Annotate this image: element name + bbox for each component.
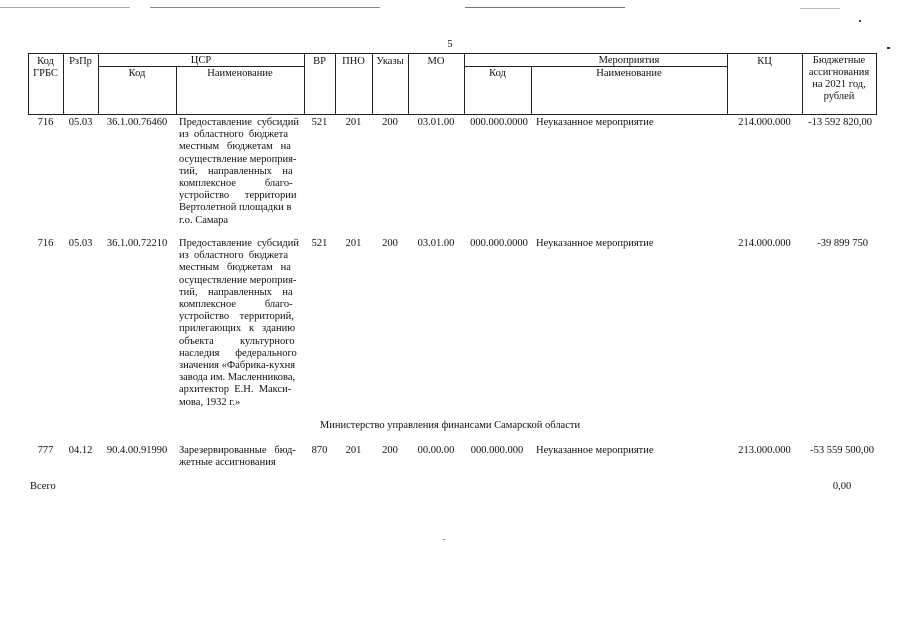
cell-vr: 870 — [311, 445, 328, 456]
cell-ukazy: 200 — [382, 238, 398, 249]
header-ukazy: Указы — [376, 56, 404, 67]
cell-csr: 90.4.00.91990 — [106, 445, 168, 456]
cell-rzpr: 05.03 — [68, 117, 93, 128]
cell-mo: 03.01.00 — [417, 117, 455, 128]
header-mo: МО — [427, 56, 445, 67]
cell-kc: 214.000.000 — [738, 238, 791, 249]
col-divider — [876, 53, 877, 115]
cell-mo: 03.01.00 — [417, 238, 455, 249]
cell-mer-kod: 000.000.000 — [470, 445, 524, 456]
scan-edge-line — [800, 8, 840, 9]
cell-amount: -13 592 820,00 — [808, 117, 872, 128]
cell-kc: 214.000.000 — [738, 117, 791, 128]
header-pno: ПНО — [342, 56, 365, 67]
cell-pno: 201 — [345, 238, 362, 249]
cell-vr: 521 — [311, 238, 328, 249]
header-bottom-border — [28, 114, 876, 115]
header-mer-name: Наименование — [596, 68, 662, 79]
cell-name: Зарезервированные бюд- жетные ассигнования — [179, 445, 296, 469]
cell-rzpr: 04.12 — [68, 445, 93, 456]
header-kc: КЦ — [757, 56, 772, 67]
cell-vr: 521 — [311, 117, 328, 128]
header-meropriyatiya: Мероприятия — [598, 55, 660, 66]
header-csr: ЦСР — [190, 55, 212, 66]
cell-amount: -39 899 750 — [817, 238, 868, 249]
page-number: 5 — [447, 39, 453, 50]
total-label: Всего — [30, 481, 56, 492]
header-kod-grbs: Код ГРБС — [33, 56, 58, 79]
scan-edge-line — [150, 7, 380, 8]
cell-kc: 213.000.000 — [738, 445, 791, 456]
cell-ukazy: 200 — [382, 445, 398, 456]
scan-edge-line — [465, 7, 625, 8]
header-vr: ВР — [313, 56, 326, 67]
cell-mer-kod: 000.000.0000 — [470, 238, 528, 249]
scan-speck — [443, 539, 445, 540]
cell-ukazy: 200 — [382, 117, 398, 128]
cell-grbs: 777 — [37, 445, 54, 456]
col-divider — [464, 53, 465, 115]
cell-csr: 36.1.00.72210 — [106, 238, 168, 249]
cell-mer-name: Неуказанное мероприятие — [536, 445, 654, 456]
cell-rzpr: 05.03 — [68, 238, 93, 249]
cell-name: Предоставление субсидий из областного бюджета местным бюджетам на осуществление мероприя- тий, направленных на комплексное благо- устройство территорий, прилегающих к зданию объекта культурного наследия федерального значения «Фабрика-кухня завода им. Масленникова, архитектор Е.Н. Макси- мова, 1932 г.» — [179, 238, 299, 408]
header-mer-kod: Код — [489, 68, 506, 79]
header-rzpr: РзПр — [69, 56, 92, 67]
cell-csr: 36.1.00.76460 — [106, 117, 168, 128]
header-top-border — [28, 53, 876, 54]
cell-mo: 00.00.00 — [417, 445, 455, 456]
header-budget: Бюджетные ассигнования на 2021 год, рублей — [808, 55, 870, 102]
header-csr-kod: Код — [128, 68, 146, 79]
header-csr-name: Наименование — [207, 68, 273, 79]
cell-pno: 201 — [345, 445, 362, 456]
scan-edge-line — [0, 7, 130, 8]
scan-speck — [859, 20, 861, 22]
cell-pno: 201 — [345, 117, 362, 128]
cell-mer-kod: 000.000.0000 — [470, 117, 528, 128]
cell-grbs: 716 — [37, 117, 54, 128]
cell-grbs: 716 — [37, 238, 54, 249]
section-title: Министерство управления финансами Самарской области — [319, 420, 581, 431]
cell-name: Предоставление субсидий из областного бюджета местным бюджетам на осуществление мероприя- тий, направленных на комплексное благо- устройство территории Вертолетной площадки в г.о. Самара — [179, 117, 299, 226]
scan-speck — [887, 47, 890, 49]
cell-amount: -53 559 500,00 — [810, 445, 874, 456]
cell-mer-name: Неуказанное мероприятие — [536, 238, 654, 249]
cell-mer-name: Неуказанное мероприятие — [536, 117, 654, 128]
total-value: 0,00 — [832, 481, 852, 492]
